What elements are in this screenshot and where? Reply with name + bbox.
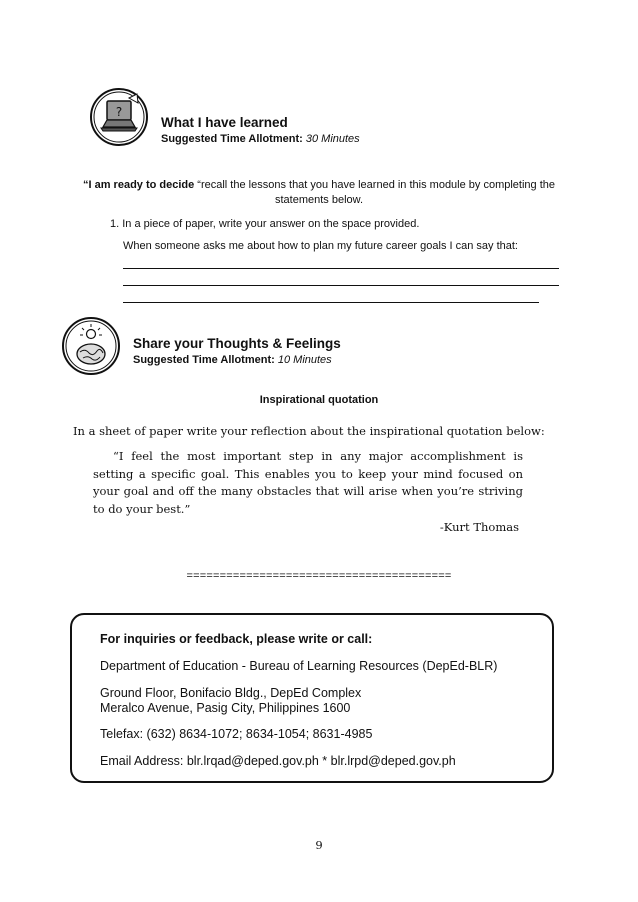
svg-text:?: ? [115, 105, 123, 119]
quotation: “I feel the most important step in any major accomplishment is setting a specific goal. This enables you to keep your mind focused on your goal and off the many obstacles that will arise when you’re striving to do your best.” [93, 449, 523, 516]
time-value: 10 Minutes [277, 354, 332, 366]
instruction-text: In a sheet of paper write your reflection about the inspirational quotation below: [73, 424, 545, 438]
section-title: What I have learned [161, 115, 288, 130]
contact-email: Email Address: blr.lrqad@deped.gov.ph * blr.lrpd@deped.gov.ph [100, 754, 456, 768]
time-label: Suggested Time Allotment: [161, 133, 303, 145]
intro-text [66, 178, 572, 208]
time-value: 30 Minutes [305, 133, 360, 145]
time-label: Suggested Time Allotment: [133, 354, 275, 366]
prompt-text: When someone asks me about how to plan my future career goals I can say that: [123, 240, 518, 252]
answer-line [123, 285, 559, 286]
quote-attribution: -Kurt Thomas [439, 520, 519, 534]
intro-rest: “recall the lessons that you have learned in this module by completing the statements below. [194, 179, 556, 206]
answer-line [123, 302, 539, 303]
list-item: 1. In a piece of paper, write your answer on the space provided. [110, 218, 420, 230]
page-number: 9 [315, 838, 323, 852]
contact-address-line: Ground Floor, Bonifacio Bldg., DepEd Complex [100, 686, 362, 700]
separator: ======================================== [186, 570, 452, 582]
section-title: Share your Thoughts & Feelings [133, 336, 341, 351]
quote-heading: Inspirational quotation [259, 394, 379, 406]
contact-telefax: Telefax: (632) 8634-1072; 8634-1054; 8631-4985 [100, 727, 373, 741]
time-allotment [133, 354, 332, 366]
answer-line [123, 268, 559, 269]
brain-idea-icon [61, 316, 121, 376]
contact-org: Department of Education - Bureau of Learning Resources (DepEd-BLR) [100, 659, 498, 673]
intro-bold: “I am ready to decide [82, 179, 195, 191]
contact-address-line: Meralco Avenue, Pasig City, Philippines 1600 [100, 701, 351, 715]
time-allotment [161, 133, 360, 145]
laptop-question-icon [89, 87, 149, 147]
contact-title: For inquiries or feedback, please write or call: [100, 632, 373, 646]
